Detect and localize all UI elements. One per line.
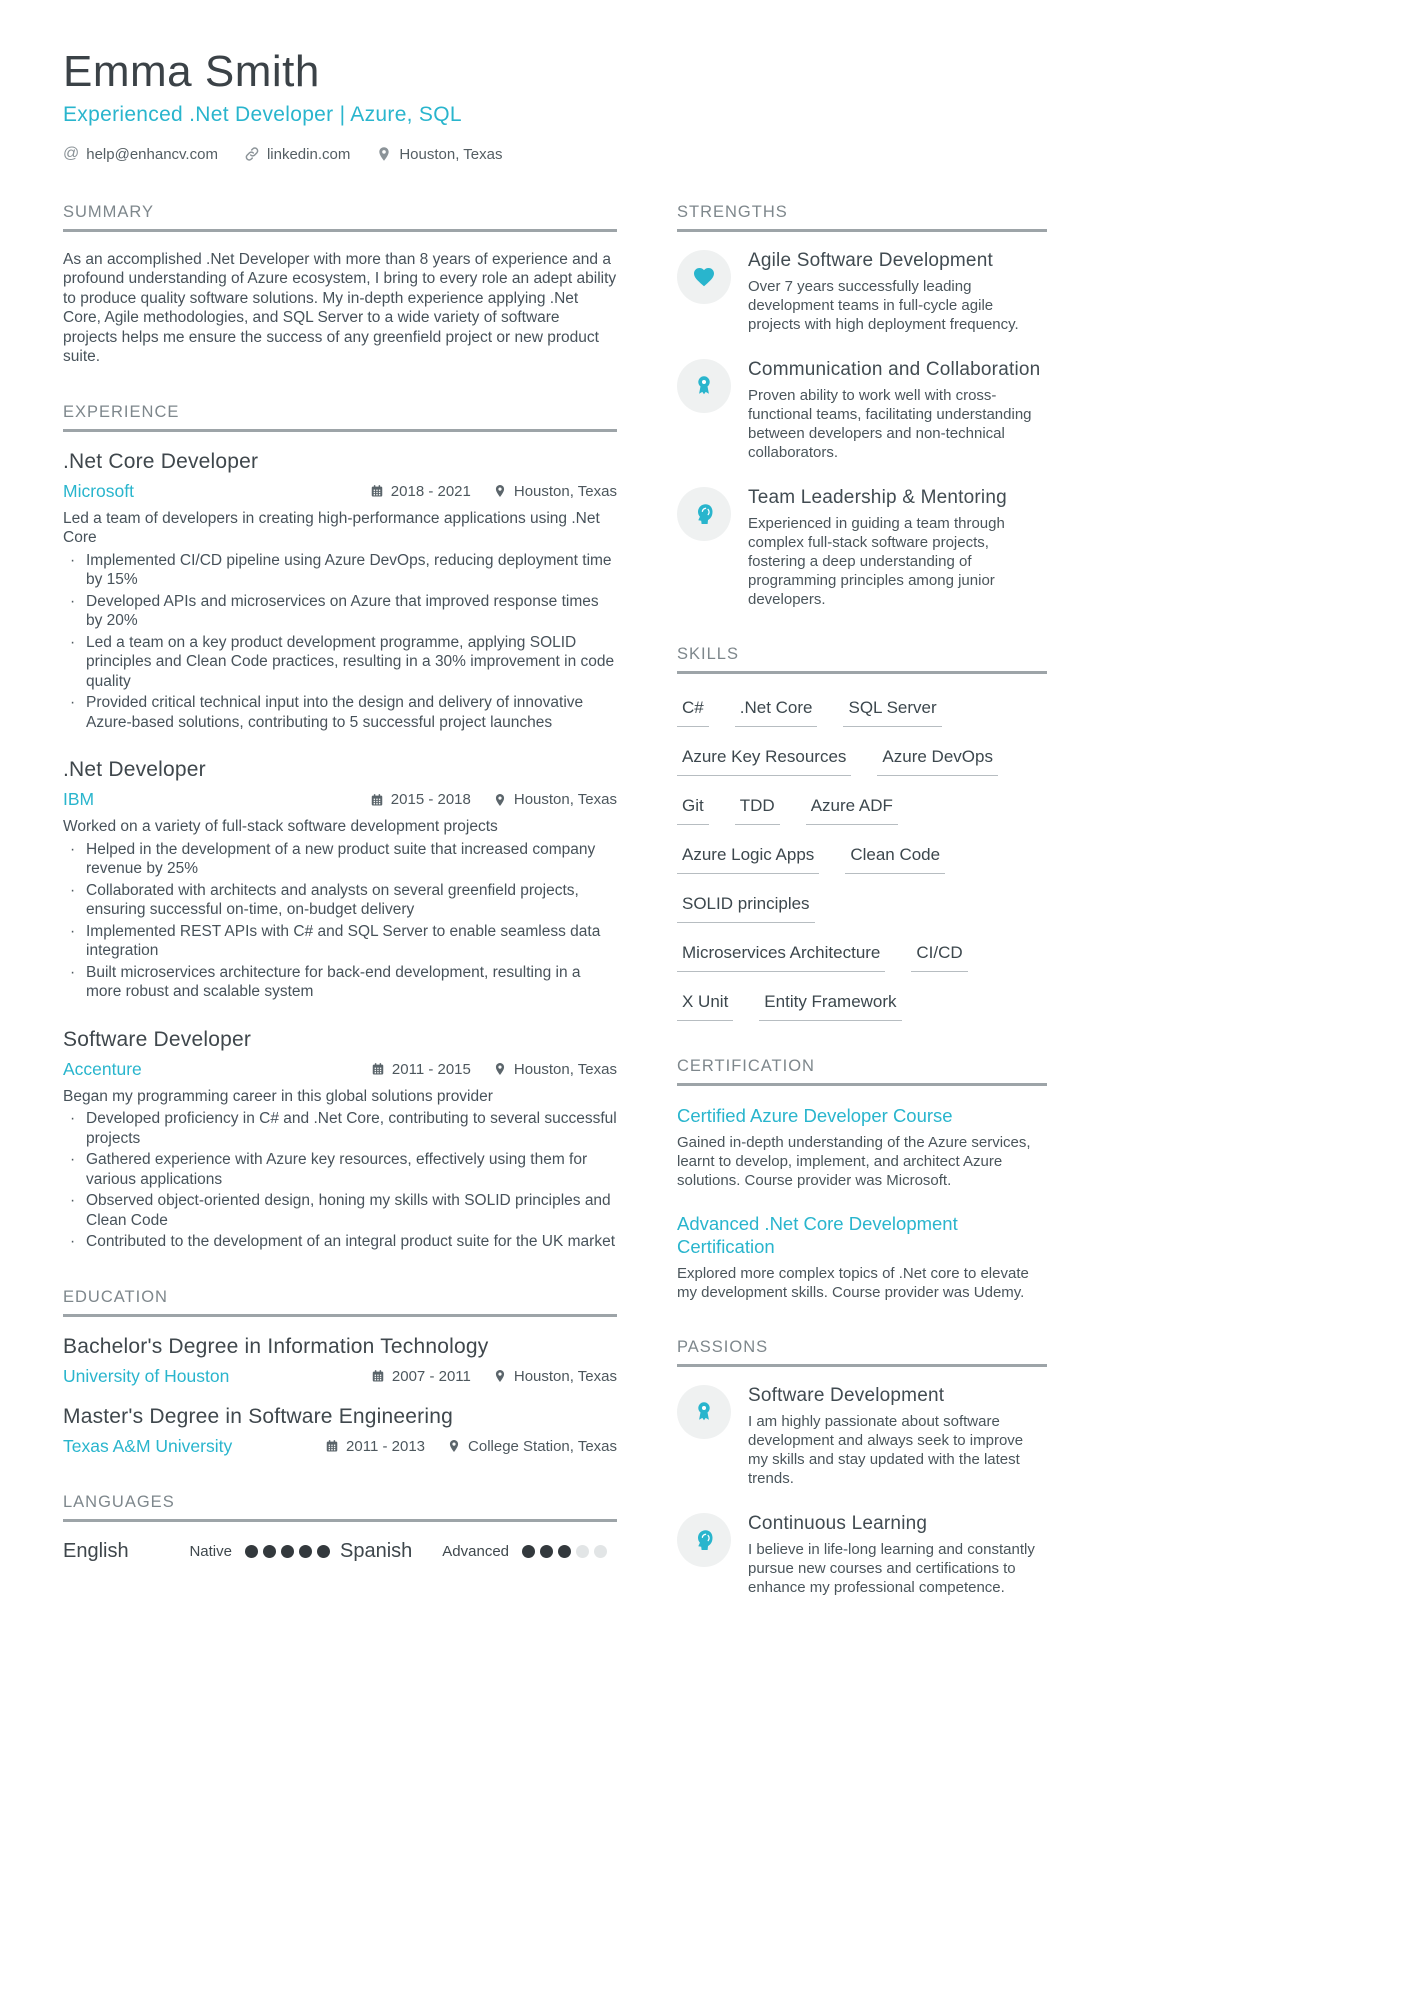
skill-tag: Entity Framework (759, 992, 901, 1021)
link-icon (244, 146, 260, 162)
language-level: Native (189, 1542, 232, 1560)
bullet: · Led a team on a key product development programme, applying SOLID principles and Clean Code practices, resulting in a 30% improvement in code quality (63, 633, 617, 692)
skills-list (677, 692, 1047, 1021)
skill-tag: SQL Server (843, 698, 941, 727)
bullet: · Observed object-oriented design, honing my skills with SOLID principles and Clean Code (63, 1191, 617, 1230)
linkedin-text: linkedin.com (266, 145, 351, 163)
job-location: Houston, Texas (493, 791, 617, 808)
mind-icon (692, 1528, 716, 1552)
at-icon: @ (63, 145, 80, 163)
language-proficiency-dots (522, 1545, 607, 1558)
passion-item (677, 1385, 1047, 1488)
experience-entry (63, 758, 617, 1002)
languages-heading: LANGUAGES (63, 1493, 617, 1522)
passions-section (677, 1338, 1047, 1597)
date-range: 2007 - 2011 (371, 1368, 471, 1385)
medal-icon (692, 1400, 716, 1424)
person-name: Emma Smith (63, 47, 320, 96)
calendar-icon (325, 1439, 339, 1453)
date-range: 2011 - 2015 (371, 1061, 471, 1078)
school-name: University of Houston (63, 1365, 230, 1386)
strength-text: Over 7 years successfully leading development teams in full-cycle agile projects with high deployment frequency. (748, 277, 1019, 333)
skill-tag: Azure Logic Apps (677, 845, 819, 874)
certification-title: Advanced .Net Core Development Certification (677, 1212, 958, 1257)
calendar-icon (370, 484, 384, 498)
summary-heading: SUMMARY (63, 203, 617, 232)
job-lead: Led a team of developers in creating high-performance applications using .Net Core (63, 509, 600, 547)
bullet: · Implemented REST APIs with C# and SQL Server to enable seamless data integration (63, 922, 617, 961)
headline: Experienced .Net Developer | Azure, SQL (63, 102, 462, 126)
certification-heading: CERTIFICATION (677, 1057, 1047, 1086)
bullet: · Implemented CI/CD pipeline using Azure DevOps, reducing deployment time by 15% (63, 551, 617, 590)
skills-heading: SKILLS (677, 645, 1047, 674)
bullet: · Built microservices architecture for back-end development, resulting in a more robust and scalable system (63, 963, 617, 1002)
date-range: 2018 - 2021 (370, 483, 471, 500)
strength-text: Experienced in guiding a team through complex full-stack software projects, fostering a deep understanding of programming principles among junior developers. (748, 514, 1005, 608)
company-name: Microsoft (63, 480, 134, 501)
job-lead: Worked on a variety of full-stack software development projects (63, 818, 498, 836)
contact-row (63, 146, 680, 163)
location-item (376, 146, 502, 163)
bullet: · Helped in the development of a new product suite that increased company revenue by 25% (63, 840, 617, 879)
heart-icon (692, 265, 716, 289)
calendar-icon (370, 793, 384, 807)
skill-tag: X Unit (677, 992, 733, 1021)
bullet: · Developed APIs and microservices on Azure that improved response times by 20% (63, 592, 617, 631)
language-level: Advanced (442, 1542, 509, 1560)
certification-entry (677, 1104, 1047, 1190)
school-location: Houston, Texas (493, 1368, 617, 1385)
strengths-heading: STRENGTHS (677, 203, 1047, 232)
language-item (340, 1540, 617, 1563)
skill-tag: Azure ADF (806, 796, 898, 825)
skills-section (677, 645, 1047, 1021)
skill-tag: SOLID principles (677, 894, 815, 923)
passions-heading: PASSIONS (677, 1338, 1047, 1367)
job-location: Houston, Texas (493, 483, 617, 500)
strength-title: Communication and Collaboration (748, 358, 1041, 380)
bullet: · Contributed to the development of an integral product suite for the UK market (63, 1232, 617, 1252)
summary-text: As an accomplished .Net Developer with more than 8 years of experience and a profound understanding of Azure ecosystem, I bring to every role an adept ability to produce quality software solutions. My in-depth experience applying .Net Core, Agile methodologies, and SQL Server to a wide variety of software projects helps me ensure the success of any greenfield project or new product suite. (63, 250, 617, 366)
certification-text: Gained in-depth understanding of the Azure services, learnt to develop, implement, and architect Azure solutions. Course provider was Microsoft. (677, 1133, 1031, 1189)
pin-icon (493, 484, 507, 498)
job-bullets (63, 840, 617, 1002)
bullet: · Collaborated with architects and analysts on several greenfield projects, ensuring successful on-time, on-budget delivery (63, 881, 617, 920)
passion-item (677, 1513, 1047, 1597)
linkedin-link[interactable] (244, 146, 350, 163)
calendar-icon (371, 1062, 385, 1076)
certification-section (677, 1057, 1047, 1302)
strength-item (677, 359, 1047, 462)
certification-text: Explored more complex topics of .Net core to elevate my development skills. Course provider was Udemy. (677, 1264, 1029, 1301)
location-text: Houston, Texas (399, 145, 503, 163)
job-title: .Net Core Developer (63, 449, 259, 473)
degree-title: Bachelor's Degree in Information Technology (63, 1334, 489, 1358)
education-section (63, 1288, 617, 1457)
skill-tag: CI/CD (911, 943, 967, 972)
mind-icon (692, 502, 716, 526)
skill-tag: Git (677, 796, 709, 825)
skill-tag: Azure Key Resources (677, 747, 851, 776)
skill-tag: C# (677, 698, 709, 727)
strength-title: Agile Software Development (748, 249, 993, 271)
experience-entry (63, 1028, 617, 1252)
pin-icon (493, 1062, 507, 1076)
passion-title: Software Development (748, 1384, 945, 1406)
language-item (63, 1540, 340, 1563)
email-link[interactable] (63, 146, 218, 163)
strength-text: Proven ability to work well with cross-functional teams, facilitating understanding between developers and non-technical collaborators. (748, 386, 1032, 461)
passion-text: I believe in life-long learning and constantly pursue new courses and certifications to enhance my professional competence. (748, 1540, 1035, 1596)
school-location: College Station, Texas (447, 1438, 617, 1455)
passion-text: I am highly passionate about software development and always seek to improve my skills and stay updated with the latest trends. (748, 1412, 1024, 1487)
email-text: help@enhancv.com (86, 145, 218, 163)
pin-icon (493, 1369, 507, 1383)
job-bullets (63, 1109, 617, 1252)
pin-icon (376, 146, 392, 162)
language-name: Spanish (340, 1539, 413, 1562)
calendar-icon (371, 1369, 385, 1383)
language-name: English (63, 1539, 129, 1562)
date-range: 2015 - 2018 (370, 791, 471, 808)
certification-entry (677, 1212, 1047, 1302)
job-title: Software Developer (63, 1027, 252, 1051)
job-title: .Net Developer (63, 758, 206, 782)
pin-icon (493, 793, 507, 807)
medal-icon (692, 374, 716, 398)
pin-icon (447, 1439, 461, 1453)
strength-item (677, 250, 1047, 334)
strength-item (677, 487, 1047, 609)
bullet: · Provided critical technical input into the design and delivery of innovative Azure-based solutions, contributing to 5 successful project launches (63, 693, 617, 732)
company-name: Accenture (63, 1058, 142, 1079)
degree-title: Master's Degree in Software Engineering (63, 1404, 454, 1428)
experience-section (63, 403, 617, 1252)
skill-tag: TDD (735, 796, 780, 825)
strengths-section (677, 203, 1047, 609)
skill-tag: Microservices Architecture (677, 943, 885, 972)
education-entry (63, 1335, 617, 1387)
school-name: Texas A&M University (63, 1435, 233, 1456)
strength-title: Team Leadership & Mentoring (748, 486, 1007, 508)
header (0, 0, 680, 163)
languages-section (63, 1493, 617, 1563)
bullet: · Developed proficiency in C# and .Net Core, contributing to several successful projects (63, 1109, 617, 1148)
bullet: · Gathered experience with Azure key resources, effectively using them for various applications (63, 1150, 617, 1189)
experience-heading: EXPERIENCE (63, 403, 617, 432)
language-proficiency-dots (245, 1545, 330, 1558)
summary-section (63, 203, 617, 367)
company-name: IBM (63, 789, 95, 810)
experience-entry (63, 450, 617, 733)
skill-tag: Azure DevOps (877, 747, 998, 776)
certification-title: Certified Azure Developer Course (677, 1104, 953, 1126)
job-bullets (63, 551, 617, 733)
skill-tag: Clean Code (845, 845, 945, 874)
education-entry (63, 1405, 617, 1457)
job-lead: Began my programming career in this global solutions provider (63, 1087, 493, 1105)
passion-title: Continuous Learning (748, 1512, 928, 1534)
education-heading: EDUCATION (63, 1288, 617, 1317)
skill-tag: .Net Core (735, 698, 818, 727)
date-range: 2011 - 2013 (325, 1438, 425, 1455)
job-location: Houston, Texas (493, 1061, 617, 1078)
